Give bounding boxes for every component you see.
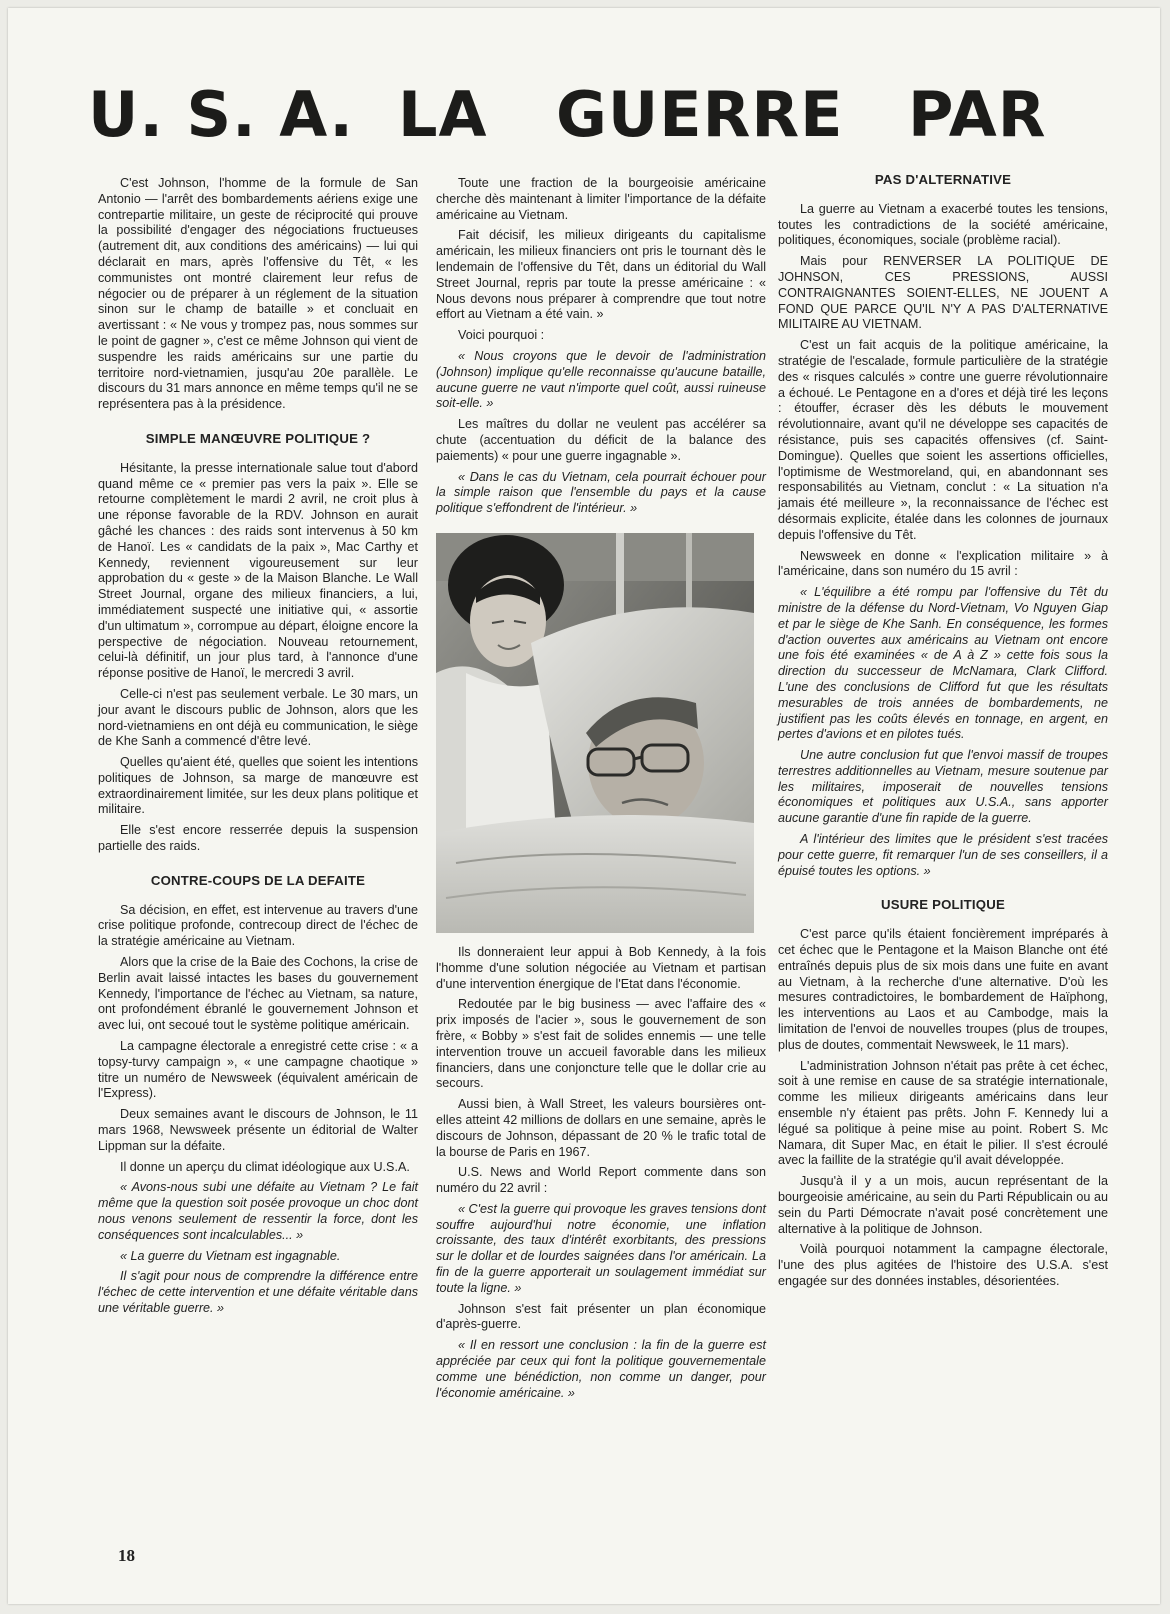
magazine-page	[8, 8, 1160, 1604]
paragraph: Alors que la crise de la Baie des Cochons, la crise de Berlin avait laissé intactes les bases du gouvernement Kennedy, l'importance de l'échec au Vietnam, sa nature, ont profondément ébranlé le gouvernement Johnson et avec lui, ont secoué tout le système politique américain.	[98, 955, 418, 1033]
paragraph: C'est Johnson, l'homme de la formule de San Antonio — l'arrêt des bombardements aériens exige une contrepartie militaire, un geste de réciprocité qui prouve la possibilité d'engager des négociations fructueuses (autrement dit, aux conditions des américains) — lui qui déclarait en mars, après l'offensive du Têt, « les communistes ont montré clairement leur refus de négocier ou de préparer à un réglement de la situation sinon sur le champ de bataille » et concluait en avertissant : « Ne vous y trompez pas, nous sommes sur le point de gagner », c'est ce même Johnson qui vient de suspendre les raids américains sur une partie du territoire nord-vietnamien, jusqu'au 20e parallèle. Le discours du 31 mars annonce en même temps qu'il ne se représentera pas à la présidence.	[98, 176, 418, 412]
paragraph: Il donne un aperçu du climat idéologique aux U.S.A.	[120, 1159, 410, 1174]
quote: « Nous croyons que le devoir de l'administration (Johnson) implique qu'elle reconnaisse qu'aucune bataille, aucune guerre ne vaut n'importe quel coût, aussi ruineuse soit-elle. »	[436, 348, 766, 411]
quote: « Avons-nous subi une défaite au Vietnam ? Le fait même que la question soit posée provoque un choc dont nous venons seulement de ressentir la force, dont les conséquences sont incalculables... »	[98, 1180, 418, 1242]
paragraph: Jusqu'à il y a un mois, aucun représentant de la bourgeoisie américaine, au sein du Parti Républicain ou au sein du Parti Démocrate n'avait posé concrètement une alternative à la politique de Johnson.	[778, 1174, 1108, 1236]
paragraph: Quelles qu'aient été, quelles que soient les intentions politiques de Johnson, sa marge de manœuvre est extraordinairement limitée, sur les deux plans politique et militaire.	[98, 755, 418, 817]
paragraph: Elle s'est encore resserrée depuis la suspension partielle des raids.	[98, 823, 418, 854]
paragraph: C'est parce qu'ils étaient foncièrement impréparés à cet échec que le Pentagone et la Maison Blanche ont été entraînés depuis plus de six mois dans une fuite en avant au Vietnam, à la recherche d'une alternative. D'où les mesures contradictoires, le bombardement de Haïphong, les interventions au Laos et au Cambodge, mais la limitation de l'envoi de nouvelles troupes (plus de troupes, plus de doutes, commentait Newsweek, le 11 mars).	[778, 927, 1108, 1052]
paragraph: U.S. News and World Report commente dans son numéro du 22 avril :	[436, 1165, 766, 1196]
quote: « L'équilibre a été rompu par l'offensive du Têt du ministre de la défense du Nord-Vietnam, Vo Nguyen Giap et par le siège de Khe Sanh. En conséquence, les formes d'action ouvertes aux américains au Vietnam ont encore une fois été examinées « de A à Z » cette fois sous la direction du successeur de McNamara, Clark Clifford. L'une des conclusions de Clifford fut que les résultats mesurables de trois années de bombardements, ne justifient pas les coûts élevés en tonnage, en argent, en pertes d'avions et en pilotes tués.	[778, 585, 1108, 742]
news-photo	[436, 533, 754, 933]
section-heading: CONTRE-COUPS DE LA DEFAITE	[150, 872, 366, 888]
quote: Une autre conclusion fut que l'envoi massif de troupes terrestres additionnelles au Vietnam, mesure soutenue par les militaires, imposerait de nouvelles tensions économiques et politiques aux U.S.A., sans apporter aucune garantie d'une fin rapide de la guerre.	[778, 748, 1108, 826]
section-heading: SIMPLE MANŒUVRE POLITIQUE ?	[145, 430, 371, 446]
quote: « C'est la guerre qui provoque les graves tensions dont souffre aujourd'hui notre économie, une inflation croissante, des taux d'intérêt exorbitants, des pressions sur le dollar et de lourdes saignées dans l'or américain. La fin de la guerre apporterait un soulagement immédiat sur toute la ligne. »	[436, 1201, 766, 1295]
article-column-1	[98, 176, 418, 1322]
paragraph: Johnson s'est fait présenter un plan économique d'après-guerre.	[436, 1301, 766, 1332]
headline-word: U. S. A.	[88, 78, 354, 151]
paragraph: Hésitante, la presse internationale salue tout d'abord quand même ce « premier pas vers la paix ». Elle se retourne complètement le mardi 2 avril, ne croit plus à une réponse favorable de la RDV. Johnson en aurait gâché les chances : des raids sont intervenus à 50 km de Hanoï. Les « candidats de la paix », Mac Carthy et Kennedy, reviennent vigoureusement sur leur approbation du « geste » de la Maison Blanche. Le Wall Street Journal, organe des milieux financiers, a lui, immédiatement suspecté une initiative qui, « assortie d'un ultimatum », corrompue au départ, éloigne encore la perspective de négociation. Nouveau retournement, celui-là définitif, un jour plus tard, à l'annonce d'une réponse positive de Hanoï, le mercredi 3 avril.	[98, 460, 418, 681]
paragraph: Mais pour RENVERSER LA POLITIQUE DE JOHNSON, CES PRESSIONS, AUSSI CONTRAIGNANTES SOIENT-ELLES, NE JOUENT A FOND QUE PARCE QU'IL N'Y A PAS D'ALTERNATIVE MILITAIRE AU VIETNAM.	[778, 254, 1108, 332]
paragraph: Deux semaines avant le discours de Johnson, le 11 mars 1968, Newsweek présente un éditorial de Walter Lippman sur la défaite.	[98, 1107, 418, 1153]
quote: A l'intérieur des limites que le président s'est tracées pour cette guerre, fit remarquer l'un de ses conseillers, il a épuisé toutes les options. »	[778, 832, 1108, 878]
page-number: 18	[118, 1546, 135, 1565]
section-heading: USURE POLITIQUE	[881, 897, 1005, 913]
article-column-2	[436, 176, 766, 1406]
paragraph: Redoutée par le big business — avec l'affaire des « prix imposés de l'acier », sous le gouvernement de son frère, « Bobby » s'est fait de solides ennemis — une telle intervention trouve un accueil favorable dans les milieux financiers, dans une conjoncture telle que le dollar crie au secours.	[436, 997, 766, 1091]
paragraph: Aussi bien, à Wall Street, les valeurs boursières ont-elles atteint 42 millions de dollars en une semaine, après le discours de Johnson, dépassant de 20 % le trafic total de la bourse de Paris en 1967.	[436, 1097, 766, 1159]
headline-word: GUERRE	[556, 78, 844, 151]
paragraph: Fait décisif, les milieux dirigeants du capitalisme américain, les milieux financiers ont pris le tournant dès le lendemain de l'offensive du Têt, dans un éditorial du Wall Street Journal, repris par toute la presse américaine : « Nous devons nous préparer à comprendre que tout notre effort au Vietnam a été vain. »	[436, 228, 766, 322]
quote: « Il en ressort une conclusion : la fin de la guerre est appréciée par ceux qui font la politique gouvernementale comme une bénédiction, non comme un danger, pour l'économie américaine. »	[436, 1338, 766, 1400]
quote: « Dans le cas du Vietnam, cela pourrait échouer pour la simple raison que l'ensemble du pays et la cause politique s'effondrent de l'intérieur. »	[436, 469, 766, 516]
paragraph: Les maîtres du dollar ne veulent pas accélérer sa chute (accentuation du déficit de la balance des paiements) « pour une guerre ingagnable ».	[436, 417, 766, 463]
paragraph: C'est un fait acquis de la politique américaine, la stratégie de l'escalade, formule particulière de la stratégie des « risques calculés » contre une guerre révolutionnaire a échoué. Le Pentagone en a d'ores et déjà tiré les leçons : étouffer, écraser dès les débuts le mouvement révolutionnaire, avant qu'il ne développe ses capacités de résistance, puis ses capacités offensives (cf. Saint-Domingue). Quelles que soient les assertions officielles, l'optimisme de Westmoreland, qui, en abandonnant ses responsabilités au Vietnam, conclut : « La situation n'a jamais été meilleure », la reconnaissance de l'échec est désormais explicite, étalée dans les colonnes de journaux depuis l'offensive du Têt.	[778, 338, 1108, 542]
paragraph: Voici pourquoi :	[458, 328, 545, 343]
quote: « La guerre du Vietnam est ingagnable.	[120, 1248, 341, 1263]
paragraph: Voilà pourquoi notamment la campagne électorale, l'une des plus agitées de l'histoire des U.S.A. s'est engagée sur des données instables, désorientées.	[778, 1242, 1108, 1288]
paragraph: L'administration Johnson n'était pas prête à cet échec, soit à une remise en cause de sa stratégie internationale, comme les milieux dirigeants américains dans leur ensemble n'y étaient pas prêts. John F. Kennedy lui a légué sa politique à peine mise au point. Robert S. Mc Namara, dit Super Mac, en était le pilier. Il s'est écroulé avec la faillite de la stratégie qu'il avait développée.	[778, 1058, 1108, 1168]
section-heading: PAS D'ALTERNATIVE	[874, 172, 1012, 187]
paragraph: La guerre au Vietnam a exacerbé toutes les tensions, toutes les contradictions de la société américaine, politiques, économiques, sociale (problème racial).	[778, 201, 1108, 248]
article-column-3	[778, 172, 1108, 1295]
paragraph: Celle-ci n'est pas seulement verbale. Le 30 mars, un jour avant le discours public de Johnson, alors que les nord-vietnamiens en ont déjà eu communication, le siège de Khe Sanh a commencé d'être levé.	[98, 686, 418, 749]
headline-word: LA	[398, 78, 488, 151]
paragraph: Sa décision, en effet, est intervenue au travers d'une crise politique profonde, contrecoup direct de l'échec de la stratégie américaine au Vietnam.	[98, 902, 418, 949]
headline-word: PAR	[908, 78, 1047, 151]
paragraph: Newsweek en donne « l'explication militaire » à l'américaine, dans son numéro du 15 avril :	[778, 548, 1108, 579]
paragraph: Toute une fraction de la bourgeoisie américaine cherche dès maintenant à limiter l'importance de la défaite américaine au Vietnam.	[436, 176, 766, 222]
quote: Il s'agit pour nous de comprendre la différence entre l'échec de cette intervention et une défaite véritable dans une véritable guerre. »	[98, 1269, 418, 1315]
paragraph: Ils donneraient leur appui à Bob Kennedy, à la fois l'homme d'une solution négociée au Vietnam et partisan d'une intervention énergique de l'Etat dans l'économie.	[436, 944, 766, 991]
headline	[88, 70, 1128, 160]
paragraph: La campagne électorale a enregistré cette crise : « a topsy-turvy campaign », « une campagne chaotique » titre un numéro de Newsweek (équivalent américain de l'Express).	[98, 1039, 418, 1101]
